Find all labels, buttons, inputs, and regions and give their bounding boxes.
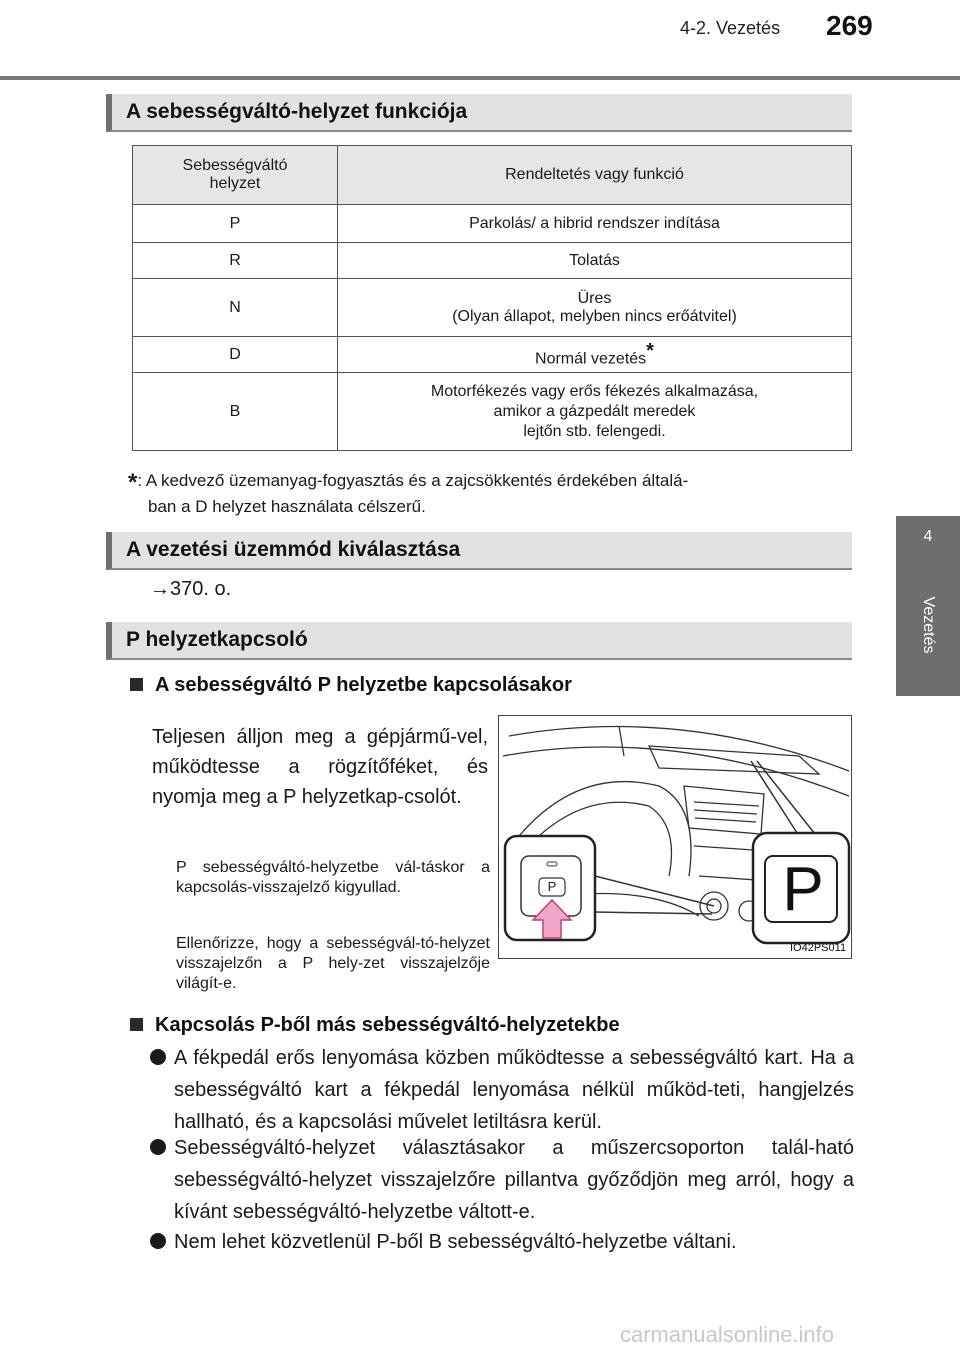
p-switch-label-large: P: [782, 855, 824, 924]
section-heading-p-switch: [106, 622, 852, 660]
note-paragraph: P sebességváltó-helyzetbe vál-táskor a kapcsolás-visszajelző kigyullad.: [176, 859, 490, 896]
section-heading-text: A vezetési üzemmód kiválasztása: [126, 538, 461, 561]
watermark: carmanualsonline.info: [620, 1322, 835, 1347]
table-row: [133, 373, 852, 451]
footnote-text-line1: : A kedvező üzemanyag-fogyasztás és a zajcsökkentés érdekében általá-: [137, 471, 689, 490]
table-header-position: Sebességváltó helyzet: [133, 146, 338, 205]
header-rule: [0, 76, 960, 80]
footnote-mark: *: [128, 469, 138, 496]
table-cell-function: Üres (Olyan állapot, melyben nincs erőátvitel): [338, 279, 852, 337]
section-heading-drive-mode: [106, 532, 852, 570]
table-row: [133, 337, 852, 373]
p-switch-label-small: P: [547, 879, 557, 894]
footnote-reference-mark: *: [646, 340, 654, 363]
table-cell-function: Motorfékezés vagy erős fékezés alkalmazása, amikor a gázpedált meredek lejtőn stb. felengedi.: [338, 373, 852, 451]
table-footnote: [128, 466, 854, 520]
footnote-text-line2: ban a D helyzet használata célszerű.: [148, 497, 426, 516]
subheading-shift-to-p: [130, 674, 572, 697]
table-cell-position: P: [133, 205, 338, 243]
table-cell-position: B: [133, 373, 338, 451]
table-row: [133, 279, 852, 337]
page-number: 269: [826, 10, 873, 41]
list-item-text: Nem lehet közvetlenül P-ből B sebességváltó-helyzetbe váltani.: [174, 1231, 737, 1253]
list-item: [150, 1226, 854, 1258]
list-item-text: Sebességváltó-helyzet választásakor a műszercsoporton talál-ható sebességváltó-helyzet visszajelzőre pillantva győződjön meg arról, hogy a kívánt sebességváltó-helyzetbe váltott-e.: [174, 1137, 854, 1223]
page-reference[interactable]: [150, 578, 231, 601]
table-cell-function: [338, 337, 852, 373]
p-switch-illustration: [498, 715, 852, 959]
list-item: [150, 1042, 854, 1138]
subheading-text: A sebességváltó P helyzetbe kapcsolásakor: [155, 674, 572, 696]
section-heading-text: P helyzetkapcsoló: [126, 628, 308, 651]
list-item-text: A fékpedál erős lenyomása közben működtesse a sebességváltó kart. Ha a sebességváltó kart a fékpedál lenyomása nélkül működ-teti, hangjelzés hallható, és a kapcsolási művelet letiltásra kerül.: [174, 1047, 854, 1133]
note-paragraph: Ellenőrizze, hogy a sebességvál-tó-helyzet visszajelzőn a P hely-zet visszajelzője világít-e.: [176, 935, 490, 992]
instruction-paragraph: Teljesen álljon meg a gépjármű-vel, működtesse a rögzítőféket, és nyomja meg a P helyzetkap-csolót.: [152, 726, 488, 808]
chapter-number: 4: [923, 528, 933, 545]
reference-arrow-icon: →: [150, 578, 170, 600]
table-row: [133, 205, 852, 243]
figure-code: IO42PS011: [790, 942, 847, 954]
bullet-dot-icon: [150, 1233, 166, 1249]
table-header-row: [133, 146, 852, 205]
table-cell-function-text: Normál vezetés: [535, 350, 647, 368]
section-heading-text: A sebességváltó-helyzet funkciója: [126, 100, 468, 123]
square-bullet-icon: [130, 1018, 143, 1031]
page-reference-text: 370. o.: [170, 578, 232, 600]
table-cell-position: R: [133, 243, 338, 279]
running-header-section: 4-2. Vezetés: [680, 18, 781, 38]
chapter-label: Vezetés: [920, 596, 937, 654]
table-cell-position: D: [133, 337, 338, 373]
list-item: [150, 1132, 854, 1228]
table-cell-position: N: [133, 279, 338, 337]
table-cell-function: Parkolás/ a hibrid rendszer indítása: [338, 205, 852, 243]
table-row: [133, 243, 852, 279]
table-header-function: Rendeltetés vagy funkció: [338, 146, 852, 205]
subheading-shift-from-p: [130, 1014, 620, 1037]
bullet-dot-icon: [150, 1049, 166, 1065]
table-cell-function: Tolatás: [338, 243, 852, 279]
shift-position-table: [132, 145, 852, 451]
subheading-text: Kapcsolás P-ből más sebességváltó-helyzetekbe: [155, 1014, 620, 1036]
section-heading-shift-function: [106, 94, 852, 132]
bullet-dot-icon: [150, 1139, 166, 1155]
square-bullet-icon: [130, 678, 143, 691]
